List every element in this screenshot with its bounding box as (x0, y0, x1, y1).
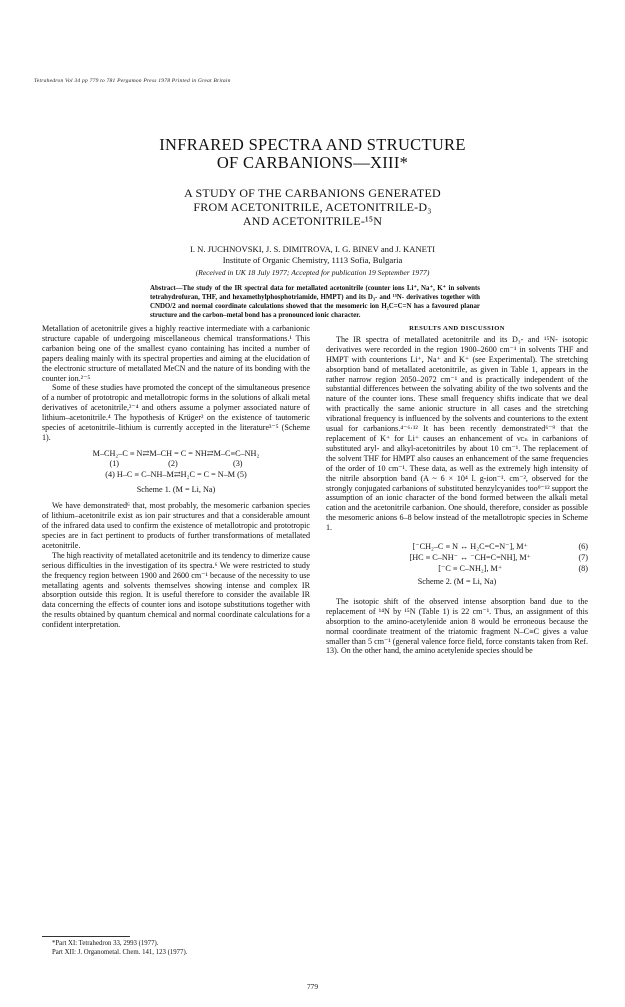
scheme-1-line-1: M–CH₂–C ≡ N⇄M–CH = C = NH⇄M–C≡C–NH₂ (92, 448, 260, 458)
right-paragraph-2: The isotopic shift of the observed intense absorption band due to the replacement of ¹⁴N by ¹⁵N (Table 1) is 22 cm⁻¹. Thus, an assignment of this absorption to the amino-acetylenide anion 8 would be erroneous because the normal coordinate treatment of the triatomic fragment N–C≡C gives a value smaller than 5 cm⁻¹ (general valence force field, force constants taken from Ref. 13). On the other hand, the amino acetylenide species should be (326, 596, 588, 656)
left-paragraph-3: We have demonstrated⁶ that, most probably, the mesomeric carbanion species of lithium–acetonitrile exist as ion pair structures and that a considerable amount of the infrared data used to confirm the existence of metallotropic and prototropic species are in fact pertinent to products of further transformations of metallated acetonitrile. (42, 501, 310, 550)
author-block (0, 244, 625, 266)
abstract (150, 284, 480, 320)
equation-8-body: [⁻C ≡ C–NH₂], M⁺ (438, 564, 503, 574)
equation-7 (326, 552, 588, 563)
section-heading: RESULTS AND DISCUSSION (409, 325, 505, 332)
scheme-1-line-3: (4) H–C ≡ C–NH–M⇄H₂C = C = N–M (5) (105, 469, 247, 479)
equation-6-body: [⁻CH₂–C ≡ N ↔ H₂C=C=N⁻], M⁺ (412, 542, 528, 552)
title-line-2: OF CARBANIONS—XIII* (216, 153, 409, 172)
footnote-1: *Part XI: Tetrahedron 33, 2993 (1977). (52, 940, 159, 947)
footnote-2: Part XII: J. Organometal. Chem. 141, 123 (1977). (52, 948, 188, 956)
equation-7-body: [HC ≡ C–NH⁻ ↔ ⁻CH=C=NH], M⁺ (409, 553, 531, 563)
running-head: Tetrahedron Vol 34 pp 779 to 781 Pergamon Press 1978 Printed in Great Britain (34, 78, 231, 84)
scheme-1-caption: Scheme 1. (M = Li, Na) (136, 485, 216, 495)
abstract-text: —The study of the IR spectral data for metallated acetonitrile (counter ions Li⁺, Na⁺, K⁺ in solvents tetrahydrofuran, THF, and hexamethylphosphotriamide, HMPT) and its D₃- and ¹⁵N- derivatives together with CNDO/2 and normal coordinate calculations showed that the mesomeric ion H₂C=C=N has a favoured planar structure and the carbon–metal bond has a pronounced ionic character. (150, 285, 480, 319)
left-paragraph-4: The high reactivity of metallated acetonitrile and its tendency to dimerize cause serious difficulties in the investigation of its spectra.⁶ We were restricted to study the frequency region between 1900 and 2600 cm⁻¹ because of the necessity to use metallating agents and solvents themselves showing intense and complex IR absorption outside this region. It is useful therefore to consider the available IR data concerning the effects of counter ions and isotope substitutions together with the results obtained by quantum chemical and normal coordinate calculations for a confident interpretation. (42, 550, 310, 630)
right-paragraph-1: The IR spectra of metallated acetonitrile and its D₃- and ¹⁵N- isotopic derivatives were recorded in the region 1900–2600 cm⁻¹ in solvents THF and HMPT with counterions Li⁺, Na⁺ and K⁺ (see Experimental). The stretching absorption band of metallated acetonitrile, as given in Table 1, appears in the rather narrow region 2050–2072 cm⁻¹ and is practically independent of the substantial differences between the solvating ability of the two solvents and the nature of the counter ions. These small frequency shifts indicate that we deal with practically the same anionic structure in all cases and the stretching vibrational frequency is influenced by the solvents and counterions to the extent usual for carbanions.⁴⁻⁶·¹² It has been recently demonstrated⁶⁻⁹ that the replacement of K⁺ for Li⁺ causes an enhancement of νᴄₙ in carbanions of substituted aryl- and alkyl-acetonitriles by about 10 cm⁻¹. The replacement of the solvent THF for HMPT also causes an enhancement of the same frequencies of the order of 10 cm⁻¹. These data, as well as the extremely high intensity of the nitrile absorption band (A ~ 6 × 10⁴ l. g-ion⁻¹. cm⁻², observed for the strongly conjugated carbanions of substituted benzylcyanides too⁹⁻¹² support the assumption of an ionic character of the bond formed between the alkali metal cation and the acetonitrile carbanion. One should, therefore, consider as possible the mesomeric anions 6–8 below instead of the metallotropic species in Scheme 1. (326, 334, 588, 533)
equation-6 (326, 541, 588, 552)
footnotes (52, 940, 187, 957)
subtitle-line-3: AND ACETONITRILE-¹⁵N (242, 214, 383, 228)
received-dates: (Received in UK 18 July 1977; Accepted for publication 19 September 1977) (195, 268, 430, 277)
equation-6-number: (6) (578, 542, 588, 552)
subtitle-line-1: A STUDY OF THE CARBANIONS GENERATED (184, 186, 441, 200)
scheme-2-caption: Scheme 2. (M = Li, Na) (417, 577, 497, 587)
scheme-1 (42, 449, 310, 481)
left-paragraph-1: Metallation of acetonitrile gives a highly reactive intermediate with a carbanionic structure capable of undergoing miscellaneous chemical transformations.¹ This carbanion being one of the smallest cyano containing has incited a number of papers dealing mainly with its spectral properties and aiming at the elucidation of the electronic structure of metallated MeCN and the nature of its bonding with the counter ion.²⁻⁵ (42, 324, 310, 383)
title-line-1: INFRARED SPECTRA AND STRUCTURE (159, 135, 466, 154)
article-subtitle (0, 186, 625, 228)
article-title (0, 136, 625, 172)
author-affiliation: Institute of Organic Chemistry, 1113 Sofia, Bulgaria (222, 255, 403, 265)
equation-7-number: (7) (578, 553, 588, 563)
subtitle-line-2: FROM ACETONITRILE, ACETONITRILE-D₃ (193, 200, 432, 214)
scheme-1-line-2: (1) (2) (3) (109, 459, 243, 469)
right-column (326, 324, 588, 656)
abstract-lead: Abstract (150, 285, 176, 292)
equation-8 (326, 563, 588, 574)
left-paragraph-2: Some of these studies have promoted the concept of the simultaneous presence of a number of prototropic and metallotropic forms in the solutions of alkali metal derivatives of acetonitrile,²⁻⁴ and others assume a polymer associated nature of lithium–acetonitrile.⁴ The hypothesis of Krüger² on the existence of tautomeric species of acetonitrile–lithium is currently accepted in the literature³⁻⁵ (Scheme 1). (42, 383, 310, 442)
left-column (42, 324, 310, 630)
equation-8-number: (8) (578, 564, 588, 574)
footnote-rule (42, 936, 130, 937)
page-number: 779 (306, 982, 319, 991)
author-names: I. N. JUCHNOVSKI, J. S. DIMITROVA, I. G. BINEV and J. KANETI (189, 244, 436, 254)
